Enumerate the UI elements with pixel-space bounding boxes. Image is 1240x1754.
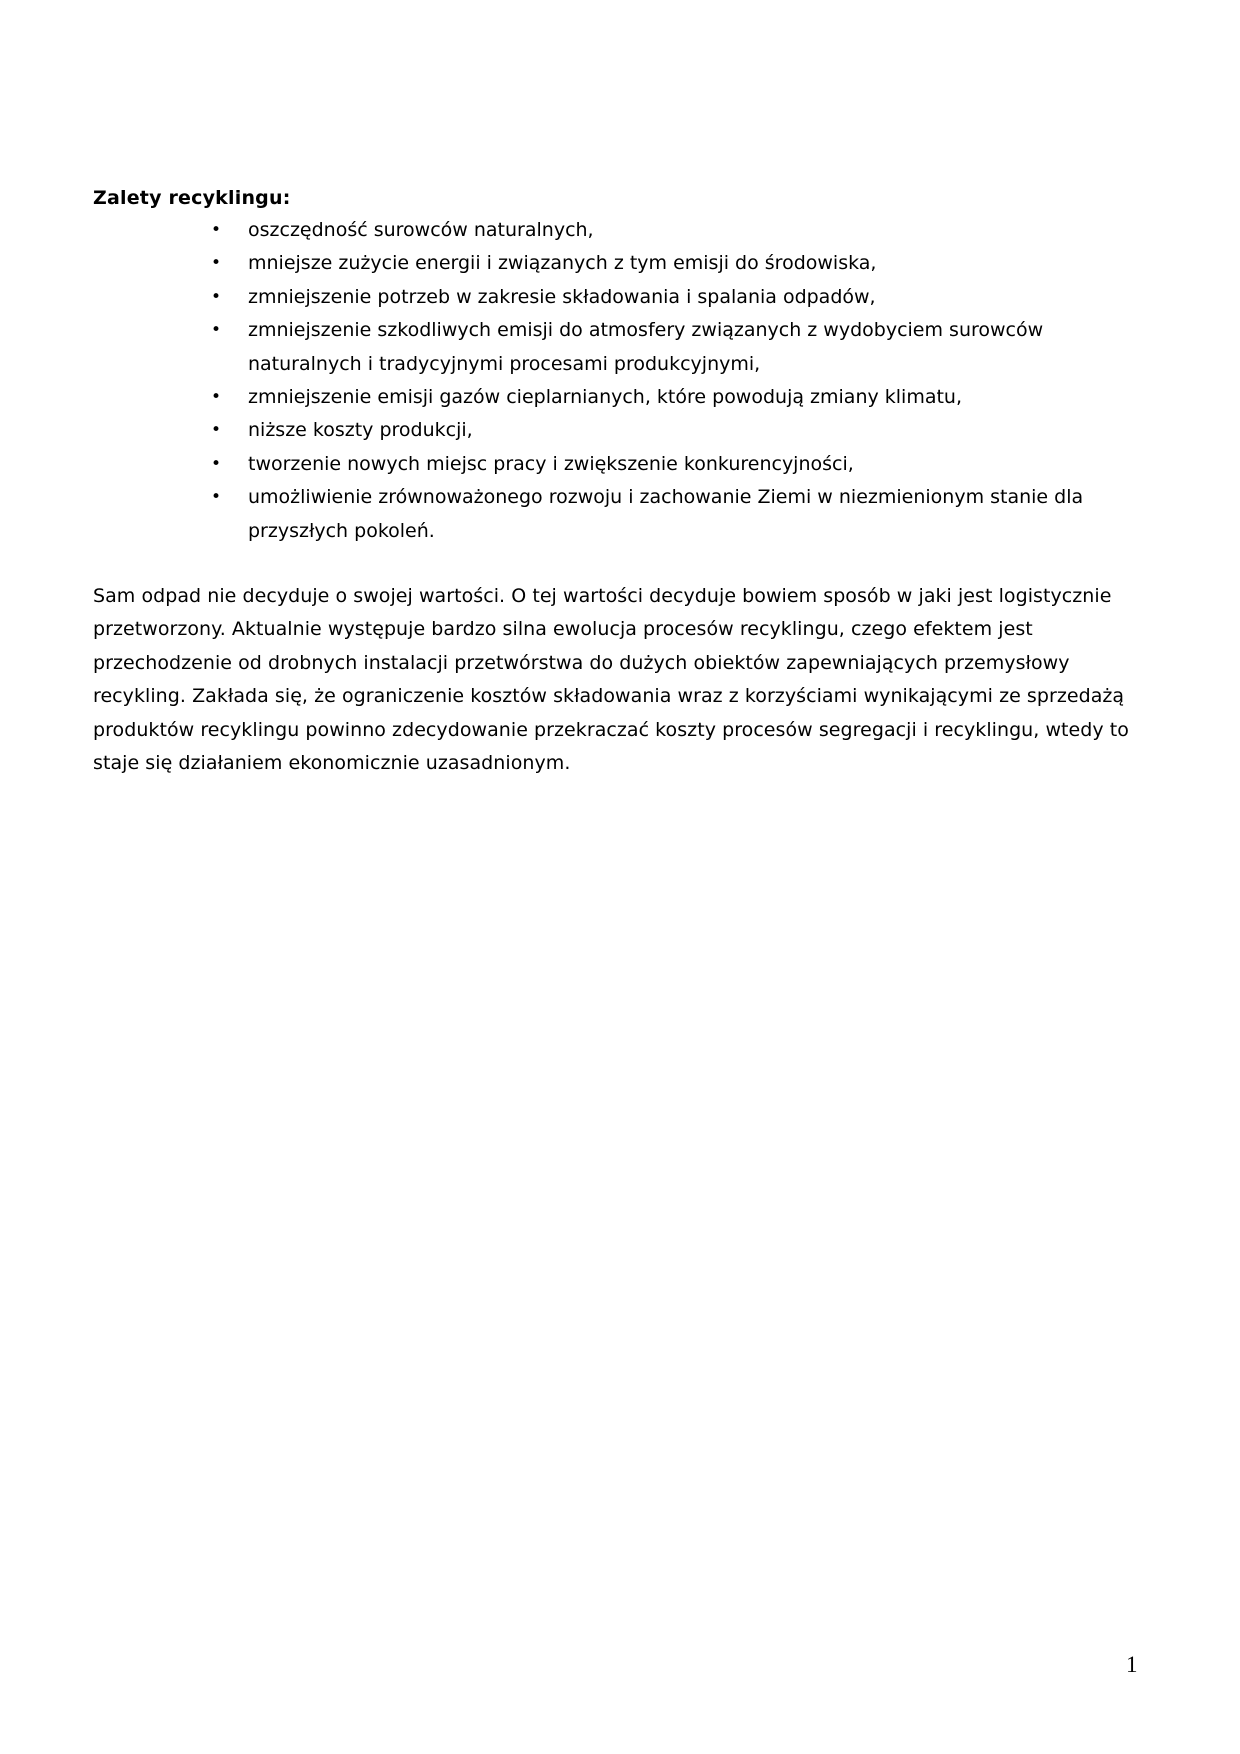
list-item-text: niższe koszty produkcji, xyxy=(248,419,473,442)
bullet-icon: • xyxy=(211,286,222,307)
list-item-text: mniejsze zużycie energii i związanych z tym emisji do środowiska, xyxy=(248,252,877,275)
list-item xyxy=(200,314,1100,381)
list-item xyxy=(200,414,1100,447)
list-item-text: oszczędność surowców naturalnych, xyxy=(248,219,594,241)
bullet-icon: • xyxy=(211,387,222,408)
list-item xyxy=(200,247,1100,280)
section-heading: Zalety recyklingu: xyxy=(93,187,291,209)
list-item xyxy=(200,481,1100,548)
body-paragraph: Sam odpad nie decyduje o swojej wartości. O tej wartości decyduje bowiem sposób w jaki jest logistycznie przetworzony. Aktualnie występuje bardzo silna ewolucja procesów recyklingu, czego efektem jest przechodzenie od drobnych instalacji przetwórstwa do dużych obiektów zapewniających przemysłowy recykling. Zakłada się, że ograniczenie kosztów składowania wraz z korzyściami wynikającymi ze sprzedażą produktów recyklingu powinno zdecydowanie przekraczać koszty procesów segregacji i recyklingu, wtedy to staje się działaniem ekonomicznie uzasadnionym. xyxy=(93,585,1129,775)
bullet-icon: • xyxy=(211,220,222,240)
bullet-icon: • xyxy=(211,487,222,508)
bullet-icon: • xyxy=(211,320,222,341)
list-item-text: zmniejszenie emisji gazów cieplarnianych, które powodują zmiany klimatu, xyxy=(248,386,963,409)
page-number: 1 xyxy=(1126,1652,1138,1677)
list-item xyxy=(200,281,1100,314)
list-item-text: zmniejszenie potrzeb w zakresie składowania i spalania odpadów, xyxy=(248,285,876,308)
bullet-icon: • xyxy=(211,420,222,441)
list-item-text: umożliwienie zrównoważonego rozwoju i zachowanie Ziemi w niezmienionym stanie dla przyszłych pokoleń. xyxy=(248,486,1084,542)
bullet-icon: • xyxy=(211,253,222,274)
list-item-text: zmniejszenie szkodliwych emisji do atmosfery związanych z wydobyciem surowców naturalnych i tradycyjnymi procesami produkcyjnymi, xyxy=(248,319,1044,375)
list-item xyxy=(200,448,1100,481)
list-item-text: tworzenie nowych miejsc pracy i zwiększenie konkurencyjności, xyxy=(248,452,854,475)
list-item xyxy=(200,381,1100,414)
advantages-list xyxy=(200,214,1100,548)
list-item xyxy=(200,214,1100,247)
bullet-icon: • xyxy=(211,453,222,474)
